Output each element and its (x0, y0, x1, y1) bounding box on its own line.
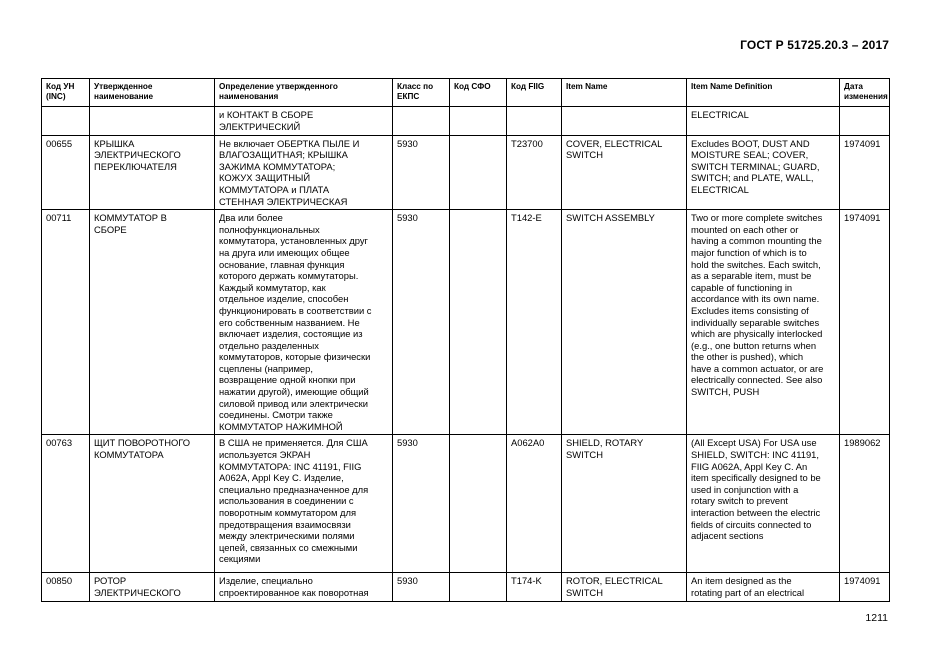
cell-item-name: SHIELD, ROTARY SWITCH (562, 435, 687, 573)
cell-definition: и КОНТАКТ В СБОРЕ ЭЛЕКТРИЧЕСКИЙ (215, 107, 393, 135)
col-header-definition: Определение утвержденного наименования (215, 79, 393, 107)
cell-fiig-code: A062A0 (507, 435, 562, 573)
table-row (42, 435, 890, 573)
cell-item-name: SWITCH ASSEMBLY (562, 210, 687, 435)
cell-item-definition: ELECTRICAL (687, 107, 840, 135)
col-header-item-definition: Item Name Definition (687, 79, 840, 107)
cell-approved-name (90, 107, 215, 135)
cell-ekps-class: 5930 (393, 135, 450, 210)
cell-item-definition: (All Except USA) For USA use SHIELD, SWITCH: INC 41191, FIIG A062A, Appl Key C. An item specifically designed to be used in conjunction with a rotary switch to prevent interaction between the electric fields of circuits connected to adjacent sections (687, 435, 840, 573)
cell-fiig-code (507, 107, 562, 135)
cell-approved-name: РОТОР ЭЛЕКТРИЧЕСКОГО (90, 573, 215, 601)
document-standard-title: ГОСТ Р 51725.20.3 – 2017 (740, 38, 889, 52)
cell-item-name: COVER, ELECTRICAL SWITCH (562, 135, 687, 210)
cell-change-date: 1989062 (840, 435, 890, 573)
cell-inc: 00655 (42, 135, 90, 210)
cell-definition: Не включает ОБЕРТКА ПЫЛЕ И ВЛАГОЗАЩИТНАЯ; КРЫШКА ЗАЖИМА КОММУТАТОРА; КОЖУХ ЗАЩИТНЫЙ КОММУТАТОРА и ПЛАТА СТЕННАЯ ЭЛЕКТРИЧЕСКАЯ (215, 135, 393, 210)
table-row (42, 573, 890, 601)
cell-fiig-code: T23700 (507, 135, 562, 210)
cell-item-name: ROTOR, ELECTRICAL SWITCH (562, 573, 687, 601)
cell-change-date: 1974091 (840, 573, 890, 601)
cell-approved-name: КОММУТАТОР В СБОРЕ (90, 210, 215, 435)
col-header-fiig-code: Код FIIG (507, 79, 562, 107)
cell-sfo-code (450, 107, 507, 135)
nomenclature-table (41, 78, 890, 602)
page-number: 1211 (865, 612, 888, 624)
cell-fiig-code: T174-K (507, 573, 562, 601)
cell-definition: Два или более полнофункциональных коммутатора, установленных друг на друга или имеющих общее основание, главная функция которого держать коммутаторы. Каждый коммутатор, как отдельное изделие, способен функционировать в соответствии с его собственным названием. Не включает изделия, состоящие из отдельно разделенных коммутаторов, которые физически сцеплены (например, возвращение одной кнопки при нажатии другой), имеющие общий силовой привод или электрически соединены. Смотри также КОММУТАТОР НАЖИМНОЙ (215, 210, 393, 435)
col-header-sfo-code: Код СФО (450, 79, 507, 107)
cell-approved-name: КРЫШКА ЭЛЕКТРИЧЕСКОГО ПЕРЕКЛЮЧАТЕЛЯ (90, 135, 215, 210)
cell-inc: 00763 (42, 435, 90, 573)
cell-approved-name: ЩИТ ПОВОРОТНОГО КОММУТАТОРА (90, 435, 215, 573)
cell-ekps-class: 5930 (393, 210, 450, 435)
col-header-item-name: Item Name (562, 79, 687, 107)
cell-ekps-class: 5930 (393, 435, 450, 573)
cell-inc: 00850 (42, 573, 90, 601)
table-row (42, 135, 890, 210)
cell-sfo-code (450, 135, 507, 210)
cell-sfo-code (450, 573, 507, 601)
table-header-row (42, 79, 890, 107)
col-header-approved-name: Утвержденное наименование (90, 79, 215, 107)
cell-sfo-code (450, 210, 507, 435)
cell-inc (42, 107, 90, 135)
cell-change-date: 1974091 (840, 135, 890, 210)
cell-item-definition: An item designed as the rotating part of an electrical (687, 573, 840, 601)
col-header-change-date: Дата изменения (840, 79, 890, 107)
cell-inc: 00711 (42, 210, 90, 435)
cell-definition: В США не применяется. Для США используется ЭКРАН КОММУТАТОРА: INC 41191, FIIG A062A, Appl Key C. Изделие, специально предназначенное для использования в соединении с поворотным коммутатором для предотвращения взаимосвязи между электрическими полями цепей, связанных со смежными секциями (215, 435, 393, 573)
cell-fiig-code: T142-E (507, 210, 562, 435)
cell-definition: Изделие, специально спроектированное как поворотная (215, 573, 393, 601)
cell-sfo-code (450, 435, 507, 573)
col-header-inc: Код УН (INC) (42, 79, 90, 107)
cell-ekps-class: 5930 (393, 573, 450, 601)
cell-change-date (840, 107, 890, 135)
table-row (42, 210, 890, 435)
cell-item-name (562, 107, 687, 135)
cell-item-definition: Excludes BOOT, DUST AND MOISTURE SEAL; COVER, SWITCH TERMINAL; GUARD, SWITCH; and PLATE, WALL, ELECTRICAL (687, 135, 840, 210)
table-row (42, 107, 890, 135)
cell-ekps-class (393, 107, 450, 135)
cell-item-definition: Two or more complete switches mounted on each other or having a common mounting the major function of which is to hold the switches. Each switch, as a separable item, must be capable of functioning in accordance with its own name. Excludes items consisting of individually separable switches which are physically interlocked (e.g., one button returns when the other is pushed), which have a common actuator, or are electrically connected. See also SWITCH, PUSH (687, 210, 840, 435)
col-header-ekps-class: Класс по ЕКПС (393, 79, 450, 107)
cell-change-date: 1974091 (840, 210, 890, 435)
